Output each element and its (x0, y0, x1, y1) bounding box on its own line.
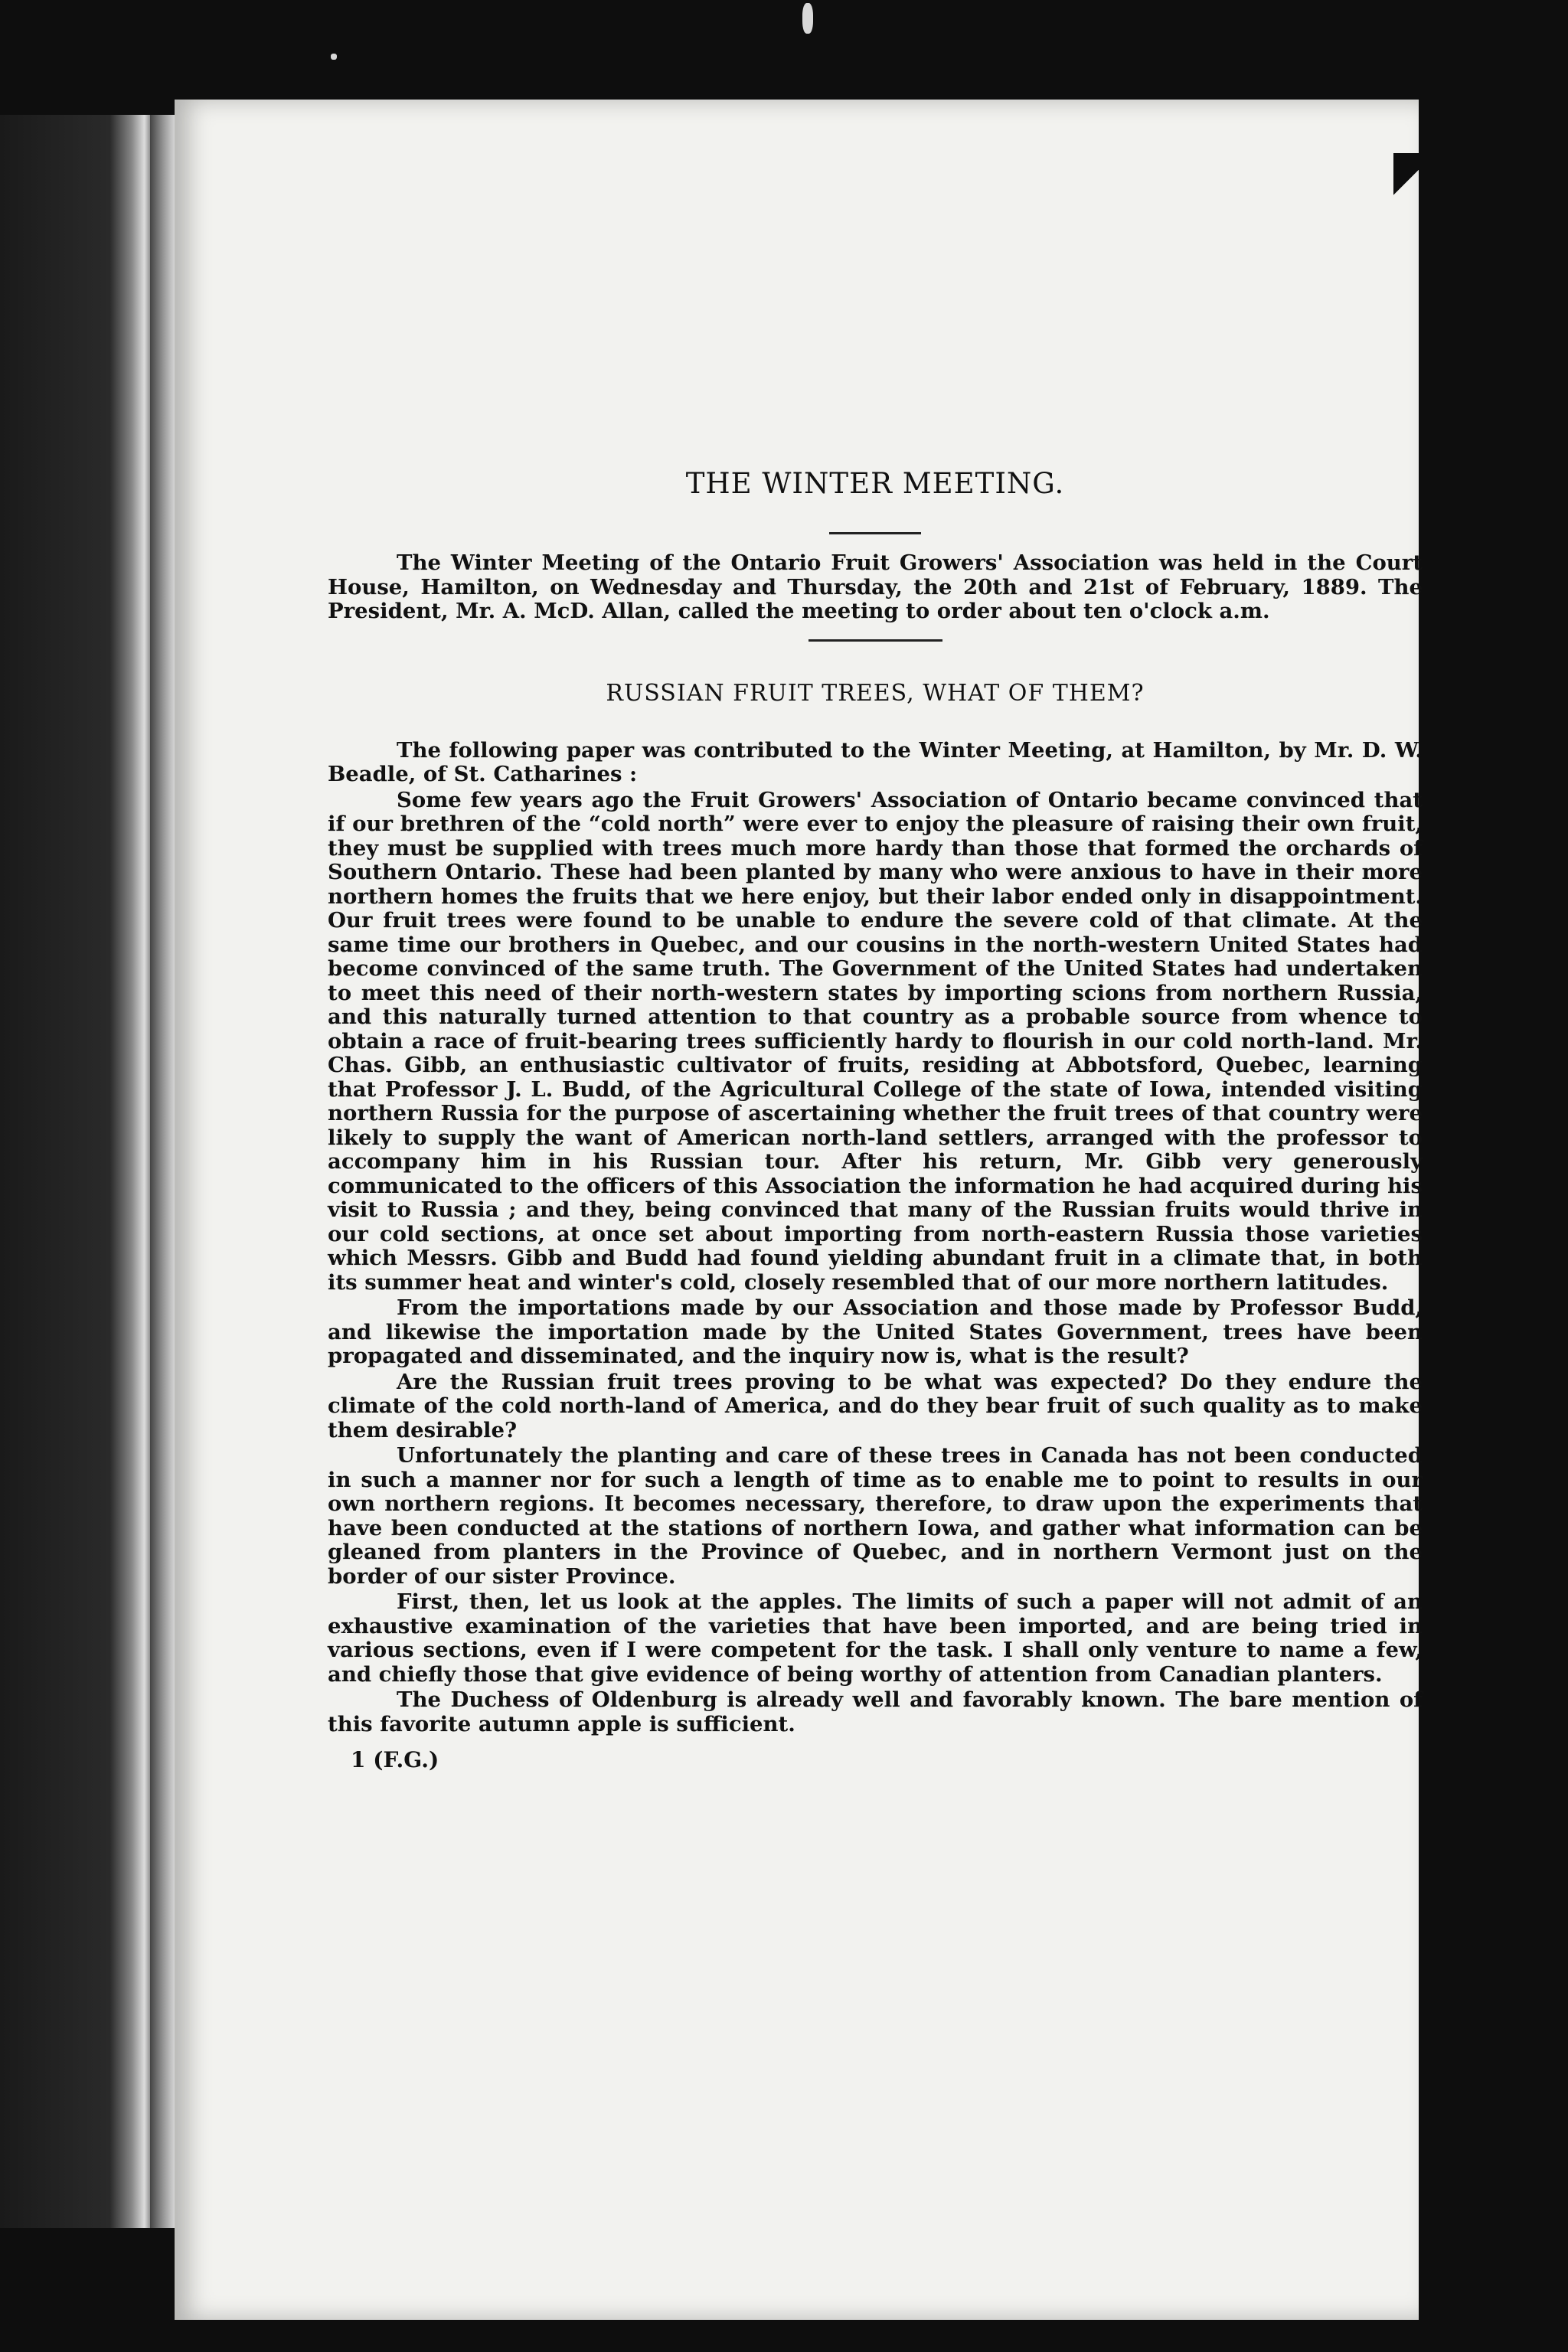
body-paragraph: First, then, let us look at the apples. The limits of such a paper will not admit of an exhaustive examination of the varieties that have been imported, and are being tried in various sections, even if I were competent for the task. I shall only venture to name a few, and chiefly those that give evidence of being worthy of attention from Canadian planters. (328, 1589, 1423, 1687)
book-spine (0, 115, 157, 2228)
body-paragraph: Are the Russian fruit trees proving to be what was expected? Do they endure the climate of the cold north-land of America, and do they bear fruit of such quality as to make them desirable? (328, 1369, 1423, 1442)
section-divider (808, 639, 942, 642)
dust-speck (331, 54, 337, 60)
page-corner-fold (1393, 153, 1432, 199)
intro-paragraph: The Winter Meeting of the Ontario Fruit Growers' Association was held in the Court House, Hamilton, on Wednesday and Thursday, the 20th and 21st of February, 1889. The President, Mr. A. McD. Allan, called the meeting to order about ten o'clock a.m. (328, 550, 1423, 623)
title-divider (829, 532, 921, 534)
signature-mark: 1 (F.G.) (351, 1747, 439, 1772)
page-content (328, 467, 1423, 1772)
body-paragraph: The Duchess of Oldenburg is already well and favorably known. The bare mention of this favorite autumn apple is sufficient. (328, 1687, 1423, 1736)
book-gutter (150, 115, 178, 2228)
body-paragraph: The following paper was contributed to the Winter Meeting, at Hamilton, by Mr. D. W. Beadle, of St. Catharines : (328, 737, 1423, 786)
page-title: THE WINTER MEETING. (685, 467, 1065, 500)
body-paragraph: From the importations made by our Association and those made by Professor Budd, and likewise the importation made by the United States Government, trees have been propagated and disseminated, and the inquiry now is, what is the result? (328, 1295, 1423, 1368)
body-paragraph: Some few years ago the Fruit Growers' Association of Ontario became convinced that if our brethren of the “cold north” were ever to enjoy the pleasure of raising their own fruit, they must be supplied with trees much more hardy than those that formed the orchards of Southern Ontario. These had been planted by many who were anxious to have in their more northern homes the fruits that we here enjoy, but their labor ended only in disappointment. Our fruit trees were found to be unable to endure the severe cold of that climate. At the same time our brothers in Quebec, and our cousins in the north-western United States had become convinced of the same truth. The Government of the United States had undertaken to meet this need of their north-western states by importing scions from northern Russia, and this naturally turned attention to that country as a probable source from whence to obtain a race of fruit-bearing trees sufficiently hardy to flourish in our cold north-land. Mr. Chas. Gibb, an enthusiastic cultivator of fruits, residing at Abbotsford, Quebec, learning that Professor J. L. Budd, of the Agricultural College of the state of Iowa, intended visiting northern Russia for the purpose of ascertaining whether the fruit trees of that country were likely to supply the want of American north-land settlers, arranged with the professor to accompany him in his Russian tour. After his return, Mr. Gibb very generously communicated to the officers of this Association the information he had acquired during his visit to Russia ; and they, being convinced that many of the Russian fruits would thrive in our cold sections, at once set about importing from north-eastern Russia those varieties which Messrs. Gibb and Budd had found yielding abundant fruit in a climate that, in both its summer heat and winter's cold, closely resembled that of our more northern latitudes. (328, 787, 1423, 1295)
section-title: RUSSIAN FRUIT TREES, WHAT OF THEM? (606, 679, 1145, 707)
body-paragraph: Unfortunately the planting and care of these trees in Canada has not been conducted in such a manner nor for such a length of time as to enable me to point to results in our own northern regions. It becomes necessary, therefore, to draw upon the experiments that have been conducted at the stations of northern Iowa, and gather what information can be gleaned from planters in the Province of Quebec, and in northern Vermont just on the border of our sister Province. (328, 1443, 1423, 1589)
dust-speck (802, 3, 813, 34)
book-page (175, 100, 1423, 2320)
